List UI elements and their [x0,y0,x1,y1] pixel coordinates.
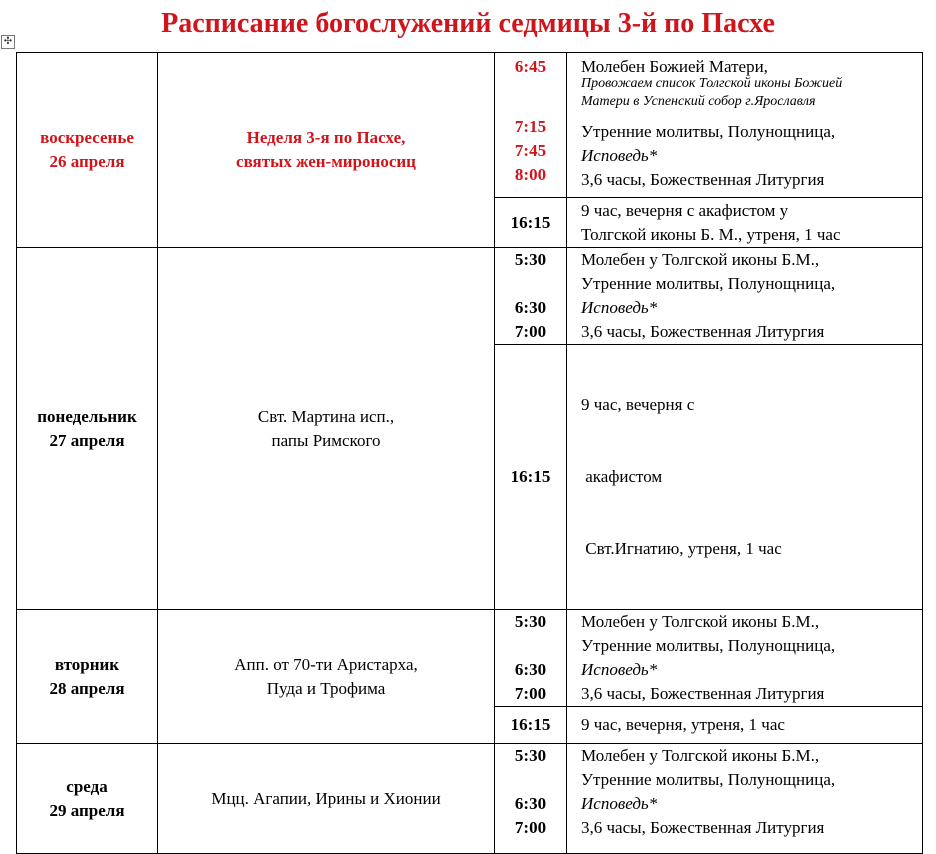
service-line: 9 час, вечерня с акафистом у [581,200,789,220]
feast-cell [158,744,495,854]
feast-cell [158,248,495,610]
service-line: Толгской иконы Б. М., утреня, 1 час [581,224,841,244]
time-cell [495,345,567,610]
time-cell [495,707,567,744]
table-row [17,53,923,198]
time: 6:30 [514,794,547,813]
time: 6:30 [514,660,547,679]
day-date: 28 апреля [49,678,125,698]
service-line: Молебен Божией Матери, [581,57,768,76]
service-line: 3,6 часы, Божественная Литургия [581,170,825,189]
time: 7:00 [514,684,547,703]
day-name: среда [66,776,108,796]
service-line: Утренние молитвы, Полунощница, [581,274,836,293]
services-cell [567,610,923,707]
day-cell [17,610,158,744]
feast-line: Мцц. Агапии, Ирины и Хионии [211,788,441,808]
day-name: понедельник [37,406,137,426]
feast-line: папы Римского [271,430,381,450]
services-cell [567,198,923,248]
time: 6:45 [514,57,547,76]
day-date: 26 апреля [49,152,125,171]
time: 7:45 [514,141,547,160]
services-cell [567,248,923,345]
service-line: Исповедь* [581,298,658,317]
service-note: Провожаем список Толгской иконы Божией [581,76,843,91]
service-line: Утренние молитвы, Полунощница, [581,770,836,789]
time: 16:15 [510,467,551,486]
feast-cell [158,53,495,248]
schedule-table [16,52,923,854]
feast-line: Свт. Мартина исп., [257,406,395,426]
time: 5:30 [514,746,547,765]
feast-line: Апп. от 70-ти Аристарха, [234,654,418,674]
time: 7:00 [514,322,547,341]
services-cell [567,744,923,854]
feast-line: Пуда и Трофима [266,678,386,698]
day-name: воскресенье [40,128,134,147]
services-cell [567,345,923,610]
day-cell [17,53,158,248]
table-move-icon[interactable]: ✣ [1,35,15,49]
feast-cell [158,610,495,744]
time: 8:00 [514,165,547,184]
time: 5:30 [514,612,547,631]
services-cell [567,707,923,744]
service-line: Утренние молитвы, Полунощница, [581,122,836,141]
time: 5:30 [514,250,547,269]
table-row [17,744,923,854]
time: 16:15 [510,715,551,734]
time: 6:30 [514,298,547,317]
day-name: вторник [54,654,120,674]
time-cell [495,744,567,854]
service-line: акафистом [581,467,663,486]
services-cell [567,53,923,198]
time-cell [495,53,567,198]
service-line: 3,6 часы, Божественная Литургия [581,684,825,703]
time: 7:00 [514,818,547,837]
day-date: 29 апреля [49,800,125,820]
time: 16:15 [510,212,551,232]
service-line: Исповедь* [581,794,658,813]
service-note: Матери в Успенский собор г.Ярославля [581,94,816,109]
service-line: 9 час, вечерня, утреня, 1 час [581,715,785,734]
service-line: Исповедь* [581,146,658,165]
time-cell [495,248,567,345]
time-cell [495,198,567,248]
service-line: 9 час, вечерня с [581,395,695,414]
service-line: Утренние молитвы, Полунощница, [581,636,836,655]
service-line: Молебен у Толгской иконы Б.М., [581,612,820,631]
day-cell [17,248,158,610]
page-title: Расписание богослужений седмицы 3-й по Пасхе [161,8,775,39]
service-line: 3,6 часы, Божественная Литургия [581,322,825,341]
day-date: 27 апреля [49,430,125,450]
time: 7:15 [514,117,547,136]
time-cell [495,610,567,707]
table-row [17,610,923,707]
service-line: Исповедь* [581,660,658,679]
service-line: Молебен у Толгской иконы Б.М., [581,250,820,269]
feast-line: Неделя 3-я по Пасхе, [246,128,406,147]
day-cell [17,744,158,854]
service-line: Молебен у Толгской иконы Б.М., [581,746,820,765]
table-row [17,248,923,345]
feast-line: святых жен-мироносиц [236,152,416,171]
service-line: Свт.Игнатию, утреня, 1 час [581,539,782,558]
service-line: 3,6 часы, Божественная Литургия [581,818,825,837]
